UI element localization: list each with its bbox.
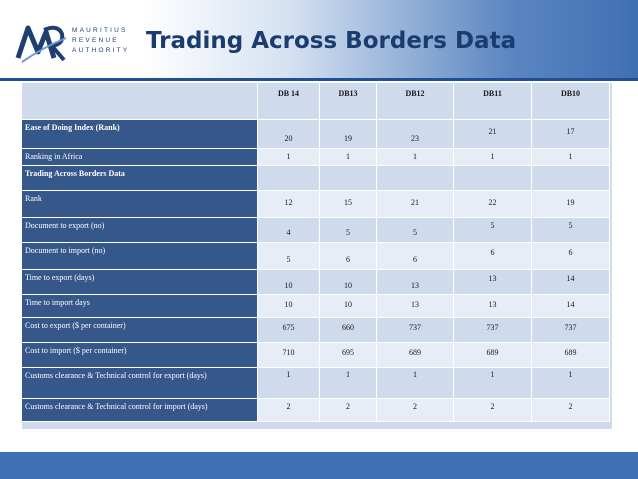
- cell-inner: [377, 343, 453, 367]
- cell-value: 14: [566, 274, 575, 283]
- cell-inner: [320, 318, 376, 342]
- cell-value: 689: [486, 348, 499, 357]
- cell-inner: [320, 218, 376, 242]
- value-cell: [258, 295, 320, 318]
- cell-value: 1: [568, 370, 573, 379]
- value-cell: [377, 368, 454, 399]
- cell-value: 2: [413, 402, 417, 411]
- cell-value: 14: [566, 300, 575, 309]
- value-cell: [258, 218, 320, 243]
- value-cell: [320, 343, 377, 368]
- cell-inner: [454, 218, 531, 242]
- cell-inner: [377, 243, 453, 269]
- value-cell: [320, 218, 377, 243]
- row-label: Time to export (days): [22, 270, 258, 295]
- cell-inner: [377, 295, 453, 317]
- value-cell: [532, 270, 610, 295]
- cell-value: 1: [413, 370, 417, 379]
- table-row: [22, 368, 610, 399]
- value-cell: [532, 120, 610, 149]
- mra-logo-icon: [14, 18, 70, 66]
- cell-inner: [377, 270, 453, 294]
- cell-inner: [377, 218, 453, 242]
- cell-value: 5: [568, 221, 573, 230]
- cell-value: 1: [286, 152, 291, 161]
- cell-inner: [320, 191, 376, 217]
- cell-value: 22: [488, 198, 497, 207]
- cell-inner: [532, 295, 609, 317]
- cell-inner: [532, 399, 609, 421]
- value-cell: [258, 399, 320, 422]
- table-row: [22, 218, 610, 243]
- row-label: Ranking in Africa: [22, 149, 258, 166]
- value-cell: [377, 295, 454, 318]
- value-cell: [320, 399, 377, 422]
- table-row: [22, 149, 610, 166]
- value-cell: [320, 270, 377, 295]
- value-cell: [258, 368, 320, 399]
- table-body: [22, 83, 610, 422]
- cell-inner: [320, 295, 376, 317]
- value-cell: [377, 149, 454, 166]
- cell-inner: [377, 149, 453, 165]
- cell-inner: [454, 270, 531, 294]
- value-cell: [320, 149, 377, 166]
- cell-inner: [258, 166, 319, 190]
- table-row: [22, 318, 610, 343]
- value-cell: [454, 343, 532, 368]
- value-cell: [454, 218, 532, 243]
- row-label: Cost to import ($ per container): [22, 343, 258, 368]
- cell-value: 689: [409, 348, 421, 357]
- value-cell: [532, 218, 610, 243]
- cell-inner: [454, 120, 531, 148]
- value-cell: [454, 166, 532, 191]
- cell-value: 1: [286, 370, 291, 379]
- cell-value: 10: [284, 300, 293, 309]
- cell-value: 2: [568, 402, 573, 411]
- cell-value: 17: [566, 127, 575, 136]
- cell-inner: [258, 243, 319, 269]
- cell-inner: [320, 149, 376, 165]
- cell-value: 5: [346, 228, 350, 237]
- value-cell: [454, 295, 532, 318]
- cell-inner: [532, 368, 609, 398]
- value-cell: [532, 295, 610, 318]
- value-cell: [532, 149, 610, 166]
- cell-inner: [532, 218, 609, 242]
- cell-value: 13: [488, 300, 497, 309]
- cell-value: 15: [344, 198, 352, 207]
- cell-inner: [258, 149, 319, 165]
- cell-value: 737: [486, 323, 499, 332]
- value-cell: [320, 295, 377, 318]
- cell-inner: [258, 399, 319, 421]
- value-cell: [377, 318, 454, 343]
- cell-value: 1: [346, 152, 350, 161]
- cell-value: 710: [282, 348, 295, 357]
- cell-value: 737: [409, 323, 421, 332]
- value-cell: [532, 343, 610, 368]
- header-corner: [22, 83, 258, 120]
- row-label: Rank: [22, 191, 258, 218]
- row-label: Trading Across Borders Data: [22, 166, 258, 191]
- cell-value: 21: [411, 198, 419, 207]
- cell-inner: [377, 120, 453, 148]
- value-cell: [454, 270, 532, 295]
- cell-value: 2: [346, 402, 350, 411]
- value-cell: [532, 399, 610, 422]
- cell-value: 675: [282, 323, 295, 332]
- table-row: [22, 343, 610, 368]
- value-cell: [377, 399, 454, 422]
- cell-inner: [258, 270, 319, 294]
- cell-inner: [258, 368, 319, 398]
- value-cell: [258, 166, 320, 191]
- cell-value: 13: [488, 274, 497, 283]
- cell-inner: [258, 218, 319, 242]
- value-cell: [532, 166, 610, 191]
- value-cell: [258, 318, 320, 343]
- data-table-panel: [22, 83, 612, 429]
- cell-inner: [258, 295, 319, 317]
- row-label: Time to import days: [22, 295, 258, 318]
- cell-inner: [454, 166, 531, 190]
- cell-inner: [454, 243, 531, 269]
- cell-value: 695: [342, 348, 354, 357]
- value-cell: [320, 318, 377, 343]
- cell-inner: [377, 368, 453, 398]
- cell-value: 2: [490, 402, 495, 411]
- cell-value: 23: [411, 134, 419, 143]
- table-row: [22, 243, 610, 270]
- cell-inner: [532, 166, 609, 190]
- value-cell: [258, 343, 320, 368]
- value-cell: [320, 243, 377, 270]
- value-cell: [532, 318, 610, 343]
- cell-inner: [532, 149, 609, 165]
- cell-inner: [258, 318, 319, 342]
- table-row: [22, 166, 610, 191]
- cell-inner: [377, 318, 453, 342]
- cell-value: 4: [286, 228, 291, 237]
- cell-inner: [377, 399, 453, 421]
- cell-value: 2: [286, 402, 291, 411]
- mra-logo: [14, 18, 154, 66]
- col-header: DB12: [377, 83, 454, 120]
- cell-value: 10: [344, 300, 352, 309]
- value-cell: [377, 191, 454, 218]
- logo-line-1: MAURITIUS: [72, 27, 128, 34]
- value-cell: [532, 191, 610, 218]
- cell-value: 13: [411, 300, 419, 309]
- cell-value: 1: [413, 152, 417, 161]
- cell-inner: [320, 343, 376, 367]
- table-row: [22, 295, 610, 318]
- cell-value: 21: [488, 127, 497, 136]
- trading-table: [22, 83, 610, 422]
- cell-value: 689: [564, 348, 577, 357]
- cell-value: 5: [286, 255, 291, 264]
- cell-value: 660: [342, 323, 354, 332]
- col-header: DB10: [532, 83, 610, 120]
- cell-value: 19: [566, 198, 575, 207]
- row-label: Document to export (no): [22, 218, 258, 243]
- cell-value: 6: [346, 255, 350, 264]
- cell-inner: [377, 191, 453, 217]
- cell-inner: [320, 368, 376, 398]
- logo-line-3: AUTHORITY: [72, 47, 130, 54]
- cell-value: 10: [344, 281, 352, 290]
- col-header: DB13: [320, 83, 377, 120]
- header-row: [22, 83, 610, 120]
- logo-line-2: REVENUE: [72, 37, 119, 44]
- value-cell: [454, 120, 532, 149]
- value-cell: [454, 368, 532, 399]
- value-cell: [258, 120, 320, 149]
- cell-inner: [532, 343, 609, 367]
- cell-value: 6: [568, 248, 573, 257]
- value-cell: [454, 399, 532, 422]
- cell-value: 10: [284, 281, 293, 290]
- row-label: Cost to export ($ per container): [22, 318, 258, 343]
- value-cell: [258, 149, 320, 166]
- row-label: Document to import (no): [22, 243, 258, 270]
- col-header: DB11: [454, 83, 532, 120]
- value-cell: [258, 191, 320, 218]
- cell-value: 12: [284, 198, 293, 207]
- cell-value: 1: [490, 152, 495, 161]
- cell-value: 1: [490, 370, 495, 379]
- value-cell: [454, 243, 532, 270]
- cell-inner: [377, 166, 453, 190]
- table-row: [22, 120, 610, 149]
- value-cell: [320, 368, 377, 399]
- value-cell: [532, 368, 610, 399]
- value-cell: [377, 120, 454, 149]
- cell-inner: [320, 120, 376, 148]
- value-cell: [377, 343, 454, 368]
- cell-value: 19: [344, 134, 352, 143]
- value-cell: [258, 243, 320, 270]
- cell-value: 1: [346, 370, 350, 379]
- cell-inner: [320, 166, 376, 190]
- table-row: [22, 399, 610, 422]
- table-row: [22, 191, 610, 218]
- cell-value: 1: [568, 152, 573, 161]
- cell-inner: [320, 243, 376, 269]
- cell-value: 737: [564, 323, 577, 332]
- cell-inner: [454, 318, 531, 342]
- table-row: [22, 270, 610, 295]
- value-cell: [377, 218, 454, 243]
- cell-inner: [532, 270, 609, 294]
- cell-inner: [454, 295, 531, 317]
- value-cell: [454, 318, 532, 343]
- cell-inner: [532, 318, 609, 342]
- cell-value: 5: [490, 221, 495, 230]
- cell-value: 5: [413, 228, 417, 237]
- cell-inner: [454, 368, 531, 398]
- cell-inner: [320, 399, 376, 421]
- value-cell: [532, 243, 610, 270]
- cell-value: 20: [284, 134, 293, 143]
- page-title: Trading Across Borders Data: [146, 28, 517, 54]
- cell-inner: [258, 191, 319, 217]
- slide-footer: [0, 452, 638, 479]
- cell-inner: [532, 120, 609, 148]
- cell-value: 13: [411, 281, 419, 290]
- value-cell: [320, 120, 377, 149]
- cell-inner: [320, 270, 376, 294]
- cell-inner: [454, 149, 531, 165]
- value-cell: [377, 243, 454, 270]
- value-cell: [258, 270, 320, 295]
- cell-inner: [258, 343, 319, 367]
- cell-inner: [532, 243, 609, 269]
- cell-value: 6: [490, 248, 495, 257]
- row-label: Customs clearance & Technical control for import (days): [22, 399, 258, 422]
- cell-inner: [532, 191, 609, 217]
- cell-value: 6: [413, 255, 417, 264]
- col-header: DB 14: [258, 83, 320, 120]
- value-cell: [320, 166, 377, 191]
- value-cell: [454, 149, 532, 166]
- header-rule: [0, 78, 638, 81]
- value-cell: [377, 166, 454, 191]
- value-cell: [377, 270, 454, 295]
- cell-inner: [454, 343, 531, 367]
- row-label: Ease of Doing Index (Rank): [22, 120, 258, 149]
- row-label: Customs clearance & Technical control for export (days): [22, 368, 258, 399]
- cell-inner: [454, 399, 531, 421]
- value-cell: [320, 191, 377, 218]
- cell-inner: [454, 191, 531, 217]
- value-cell: [454, 191, 532, 218]
- logo-text: [72, 26, 129, 56]
- cell-inner: [258, 120, 319, 148]
